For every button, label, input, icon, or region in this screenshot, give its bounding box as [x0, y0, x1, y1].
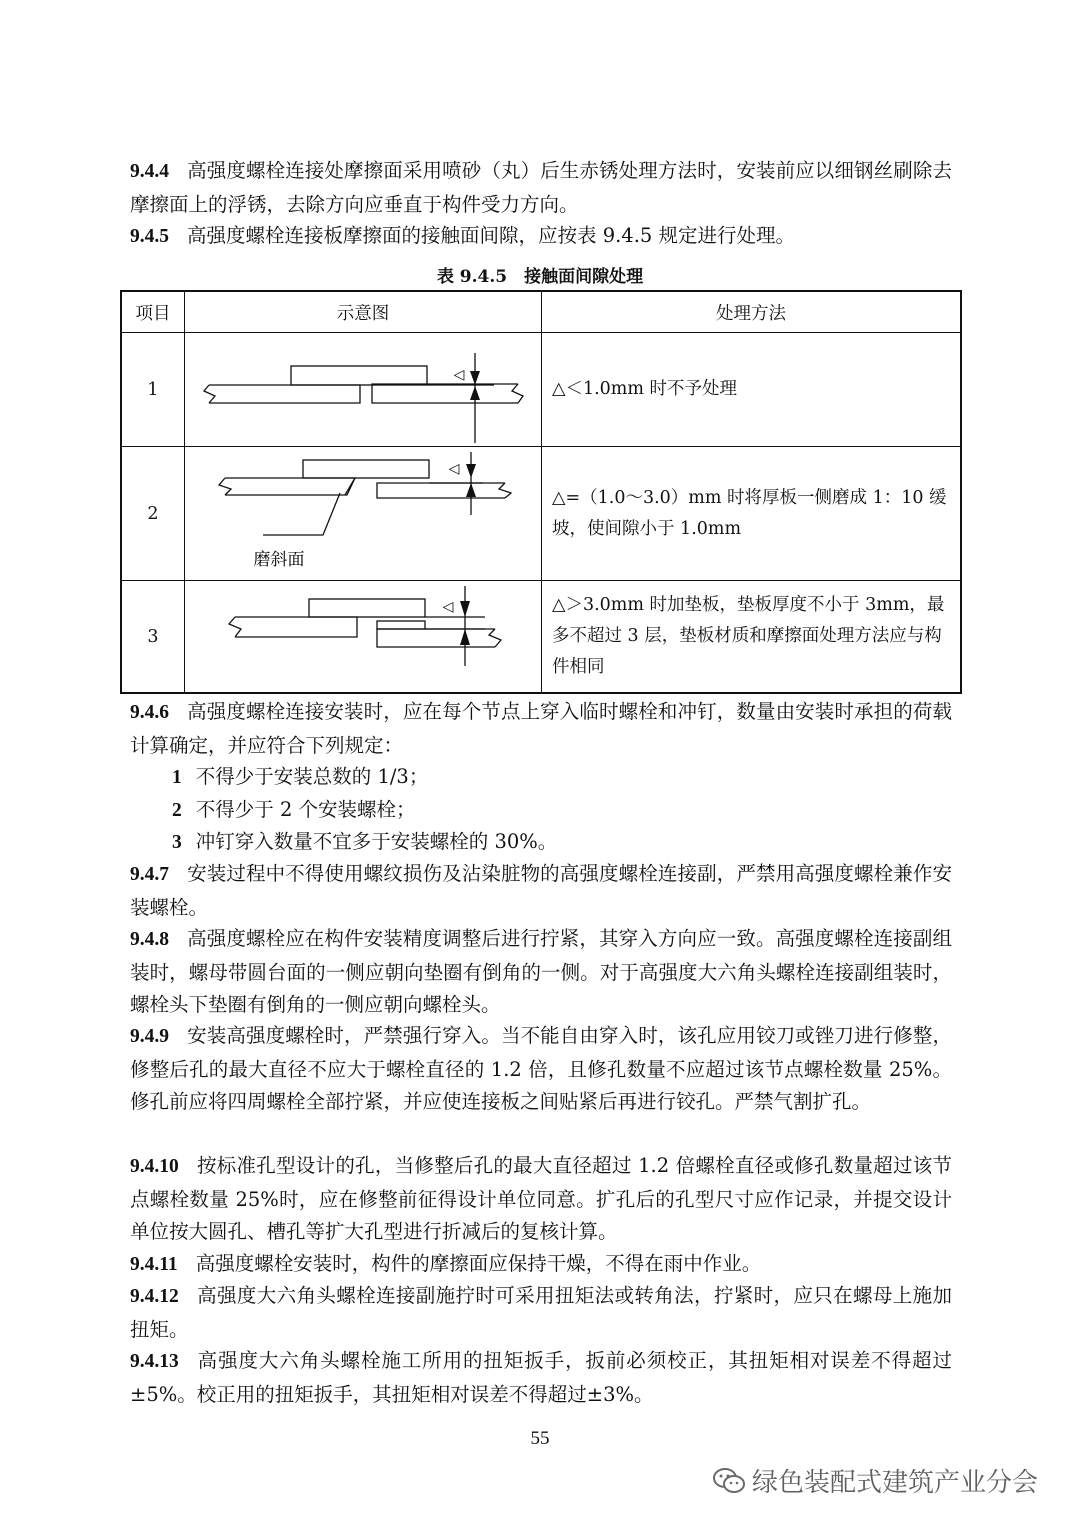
- watermark: [712, 1462, 1038, 1499]
- gap-sketch-3: [185, 581, 541, 692]
- sketch-cell: [185, 333, 542, 447]
- clause-9-4-10: 9.4.10 按标准孔型设计的孔，当修整后孔的最大直径超过 1.2 倍螺栓直径或修孔数量超过该节点螺栓数量 25%时，应在修整前征得设计单位同意。扩孔后的孔型尺寸应作记录，并提交设计单位按大圆孔、槽孔等扩大孔型进行折减后的复核计算。: [130, 1154, 952, 1243]
- list-item: 2 不得少于 2 个安装螺栓；: [172, 798, 416, 821]
- header-item: 项目: [121, 291, 185, 333]
- clause-9-4-13: 9.4.13 高强度大六角头螺栓施工所用的扭矩扳手，扳前必须校正，其扭矩相对误差不得超过±5%。校正用的扭矩扳手，其扭矩相对误差不得超过±3%。: [130, 1349, 952, 1406]
- page-number: 55: [530, 1428, 550, 1449]
- gap-treatment-table: [120, 290, 962, 694]
- clause-9-4-6: 9.4.6 高强度螺栓连接安装时，应在每个节点上穿入临时螺栓和冲钉，数量由安装时承担的荷载计算确定，并应符合下列规定：: [130, 700, 952, 757]
- clause-9-4-7: 9.4.7 安装过程中不得使用螺纹损伤及沾染脏物的高强度螺栓连接副，严禁用高强度螺栓兼作安装螺栓。: [130, 862, 952, 919]
- row-method: △＜1.0mm 时不予处理: [542, 333, 962, 447]
- header-method: 处理方法: [542, 291, 962, 333]
- row-method: △=（1.0～3.0）mm 时将厚板一侧磨成 1：10 缓坡，使间隙小于 1.0mm: [542, 447, 962, 581]
- list-item: 3 冲钉穿入数量不宜多于安装螺栓的 30%。: [172, 830, 558, 853]
- table-row: [121, 581, 961, 694]
- table-row: [121, 447, 961, 581]
- clause-9-4-5: 9.4.5 高强度螺栓连接板摩擦面的接触面间隙，应按表 9.4.5 规定进行处理。: [130, 224, 796, 247]
- row-item-number: 3: [121, 581, 185, 694]
- ground-bevel-label: 磨斜面: [253, 550, 305, 570]
- table-row: [121, 333, 961, 447]
- delta-symbol: ◁: [448, 461, 460, 477]
- table-header-row: [121, 291, 961, 333]
- gap-sketch-1: [185, 333, 541, 446]
- clause-9-4-4: 9.4.4 高强度螺栓连接处摩擦面采用喷砂（丸）后生赤锈处理方法时，安装前应以细钢丝刷除去摩擦面上的浮锈，去除方向应垂直于构件受力方向。: [130, 159, 952, 216]
- delta-symbol: ◁: [442, 599, 454, 615]
- delta-symbol: ◁: [453, 367, 465, 383]
- sketch-cell: [185, 447, 542, 581]
- row-method: △＞3.0mm 时加垫板，垫板厚度不小于 3mm，最多不超过 3 层，垫板材质和摩擦面处理方法应与构件相同: [542, 581, 962, 694]
- gap-sketch-2: [185, 447, 541, 580]
- row-item-number: 1: [121, 333, 185, 447]
- watermark-text: 绿色装配式建筑产业分会: [752, 1468, 1039, 1498]
- clause-9-4-9: 9.4.9 安装高强度螺栓时，严禁强行穿入。当不能自由穿入时，该孔应用铰刀或锉刀进行修整，修整后孔的最大直径不应大于螺栓直径的 1.2 倍，且修孔数量不应超过该节点螺栓数量 25%。修孔前应将四周螺栓全部拧紧，并应使连接板之间贴紧后再进行铰孔。严禁气割扩孔。: [130, 1024, 952, 1113]
- clause-9-4-11: 9.4.11 高强度螺栓安装时，构件的摩擦面应保持干燥，不得在雨中作业。: [130, 1252, 762, 1275]
- row-item-number: 2: [121, 447, 185, 581]
- table-caption: 表 9.4.5 接触面间隙处理: [436, 267, 644, 287]
- list-item: 1 不得少于安装总数的 1/3；: [172, 765, 429, 788]
- clause-9-4-8: 9.4.8 高强度螺栓应在构件安装精度调整后进行拧紧，其穿入方向应一致。高强度螺栓连接副组装时，螺母带圆台面的一侧应朝向垫圈有倒角的一侧。对于高强度大六角头螺栓连接副组装时，螺栓头下垫圈有倒角的一侧应朝向螺栓头。: [130, 927, 952, 1016]
- clause-9-4-12: 9.4.12 高强度大六角头螺栓连接副施拧时可采用扭矩法或转角法，拧紧时，应只在螺母上施加扭矩。: [130, 1284, 952, 1341]
- sketch-cell: [185, 581, 542, 694]
- header-sketch: 示意图: [185, 291, 542, 333]
- wechat-icon: [712, 1466, 746, 1496]
